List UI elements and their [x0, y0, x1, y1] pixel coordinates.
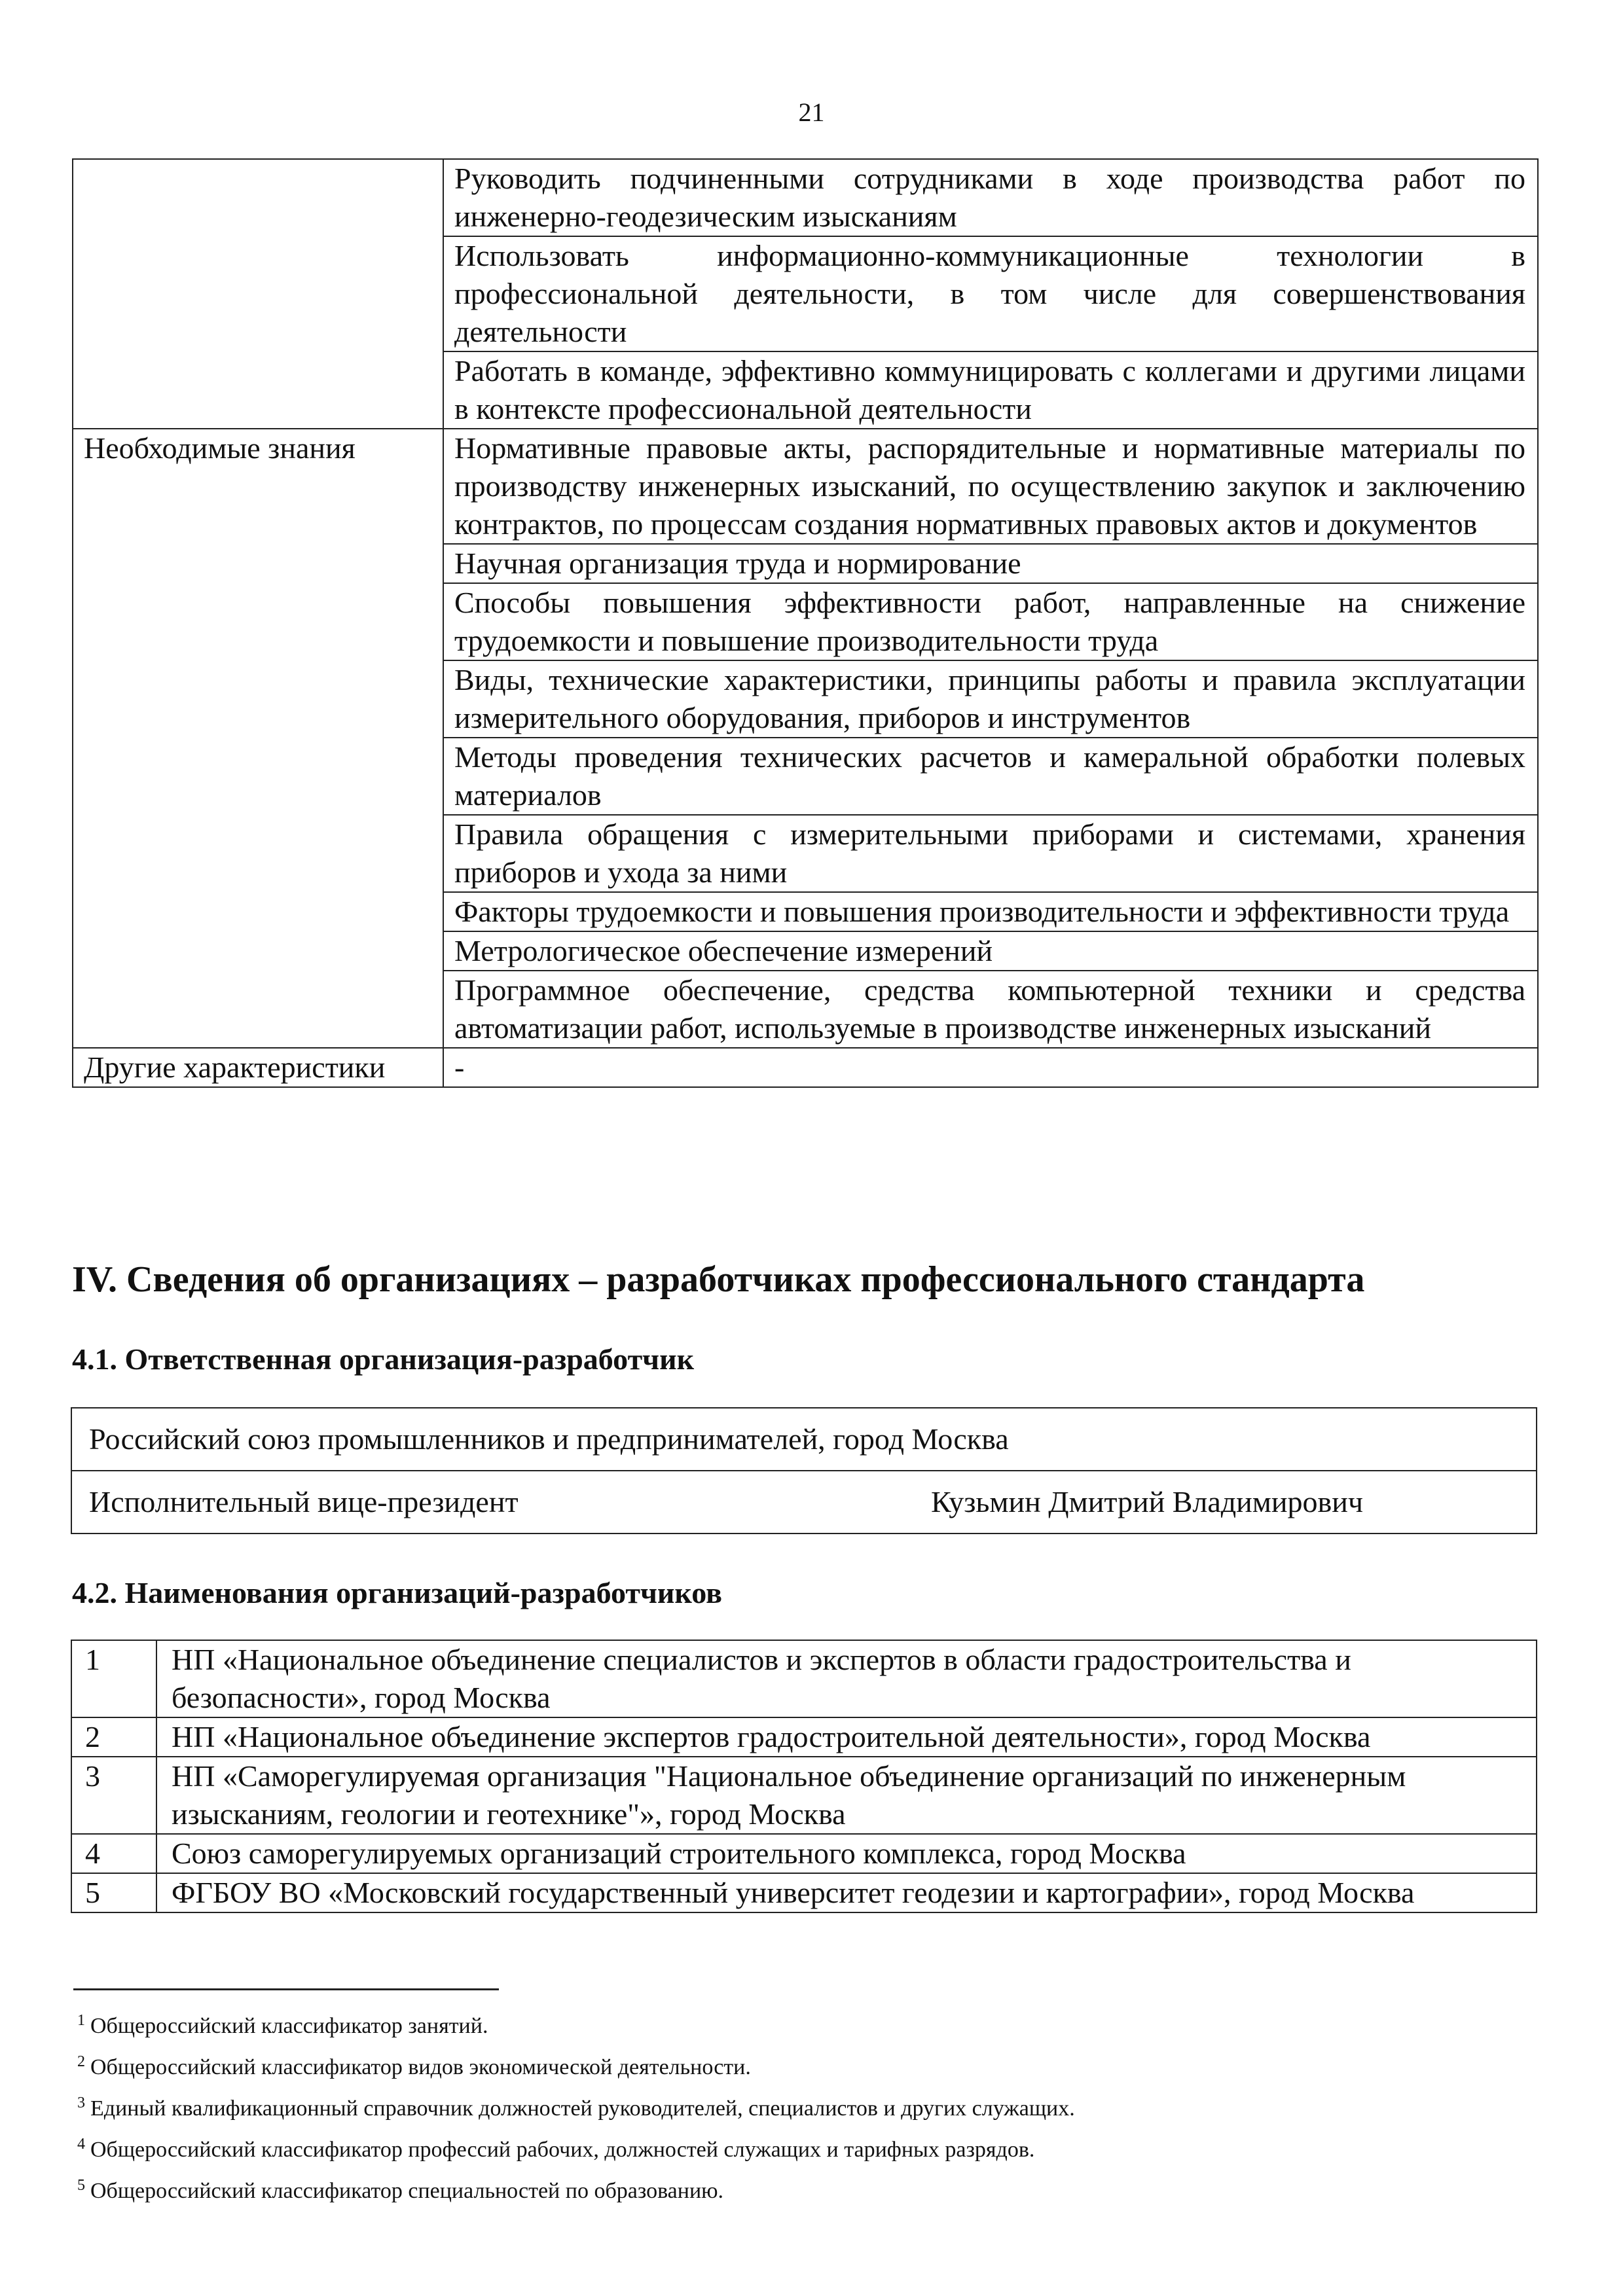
row-value: Виды, технические характеристики, принципы работы и правила эксплуатации измерительного оборудования, приборов и инструментов	[443, 660, 1538, 738]
footnote-separator	[73, 1988, 499, 1990]
org-number: 4	[71, 1834, 156, 1873]
row-value: Метрологическое обеспечение измерений	[443, 931, 1538, 971]
signatory-cell	[71, 1471, 1537, 1534]
footnote	[77, 2126, 1518, 2168]
row-value: Методы проведения технических расчетов и камеральной обработки полевых материалов	[443, 738, 1538, 815]
table-row	[73, 544, 1538, 583]
row-label	[73, 236, 443, 351]
org-number: 5	[71, 1873, 156, 1912]
table-row	[71, 1717, 1537, 1757]
table-row	[73, 660, 1538, 738]
row-label	[73, 351, 443, 429]
table-row	[73, 159, 1538, 236]
row-value: Способы повышения эффективности работ, направленные на снижение трудоемкости и повышение производительности труда	[443, 583, 1538, 660]
footnotes	[77, 2003, 1518, 2209]
org-name: Союз саморегулируемых организаций строительного комплекса, город Москва	[156, 1834, 1537, 1873]
footnote-text: Общероссийский классификатор профессий рабочих, должностей служащих и тарифных разрядов.	[90, 2138, 1035, 2162]
org-name: ФГБОУ ВО «Московский государственный университет геодезии и картографии», город Москва	[156, 1873, 1537, 1912]
table-row	[73, 815, 1538, 892]
row-value: -	[443, 1048, 1538, 1087]
table-row	[73, 1048, 1538, 1087]
footnote-text: Общероссийский классификатор специальностей по образованию.	[90, 2179, 724, 2203]
row-value: Руководить подчиненными сотрудниками в ходе производства работ по инженерно-геодезическим изысканиям	[443, 159, 1538, 236]
org-number: 2	[71, 1717, 156, 1757]
row-label	[73, 931, 443, 971]
table-row	[71, 1408, 1537, 1471]
footnote-mark: 2	[77, 2053, 85, 2070]
footnote-mark: 5	[77, 2177, 85, 2194]
row-label	[73, 544, 443, 583]
row-value: Нормативные правовые акты, распорядительные и нормативные материалы по производству инженерных изысканий, по осуществлению закупок и заключению контрактов, по процессам создания нормативных правовых актов и документов	[443, 429, 1538, 544]
signatory-row	[89, 1483, 1520, 1521]
footnote	[77, 2168, 1518, 2209]
row-value: Правила обращения с измерительными приборами и системами, хранения приборов и ухода за ними	[443, 815, 1538, 892]
table-row	[73, 429, 1538, 544]
row-label	[73, 159, 443, 236]
footnote	[77, 2044, 1518, 2085]
row-label	[73, 971, 443, 1048]
developer-orgs-table	[71, 1640, 1537, 1913]
skills-table	[72, 158, 1539, 1088]
table-row	[73, 236, 1538, 351]
footnote-text: Общероссийский классификатор занятий.	[90, 2014, 488, 2038]
org-number: 1	[71, 1640, 156, 1717]
subsection-title-developers: 4.2. Наименования организаций-разработчиков	[72, 1576, 722, 1609]
subsection-title-responsible: 4.1. Ответственная организация-разработчик	[72, 1342, 695, 1376]
responsible-org-table	[71, 1407, 1537, 1534]
org-number: 3	[71, 1757, 156, 1834]
row-label	[73, 738, 443, 815]
table-row	[73, 892, 1538, 931]
row-label: Другие характеристики	[73, 1048, 443, 1087]
org-name: НП «Национальное объединение экспертов градостроительной деятельности», город Москва	[156, 1717, 1537, 1757]
row-value: Научная организация труда и нормирование	[443, 544, 1538, 583]
row-value: Работать в команде, эффективно коммуницировать с коллегами и другими лицами в контексте профессиональной деятельности	[443, 351, 1538, 429]
footnote-mark: 3	[77, 2094, 85, 2111]
footnote	[77, 2085, 1518, 2126]
table-row	[71, 1873, 1537, 1912]
table-row	[71, 1471, 1537, 1534]
table-row	[73, 738, 1538, 815]
table-row	[73, 583, 1538, 660]
row-label	[73, 660, 443, 738]
table-row	[73, 351, 1538, 429]
row-label	[73, 892, 443, 931]
footnote-mark: 1	[77, 2012, 85, 2029]
footnote	[77, 2003, 1518, 2044]
table-row	[73, 971, 1538, 1048]
page-number: 21	[798, 98, 825, 127]
footnote-text: Общероссийский классификатор видов экономической деятельности.	[90, 2055, 751, 2079]
signatory-position: Исполнительный вице-президент	[89, 1485, 519, 1518]
table-row	[73, 931, 1538, 971]
row-label: Необходимые знания	[73, 429, 443, 544]
row-label	[73, 815, 443, 892]
footnote-text: Единый квалификационный справочник должностей руководителей, специалистов и других служащих.	[90, 2096, 1075, 2121]
section-title: IV. Сведения об организациях – разработчиках профессионального стандарта	[72, 1259, 1365, 1300]
row-label	[73, 583, 443, 660]
footnote-mark: 4	[77, 2136, 85, 2153]
org-name: НП «Саморегулируемая организация "Национальное объединение организаций по инженерным изысканиям, геологии и геотехнике"», город Москва	[156, 1757, 1537, 1834]
org-name: Российский союз промышленников и предпринимателей, город Москва	[71, 1408, 1537, 1471]
table-row	[71, 1834, 1537, 1873]
row-value: Факторы трудоемкости и повышения производительности и эффективности труда	[443, 892, 1538, 931]
row-value: Использовать информационно-коммуникационные технологии в профессиональной деятельности, в том числе для совершенствования деятельности	[443, 236, 1538, 351]
org-name: НП «Национальное объединение специалистов и экспертов в области градостроительства и безопасности», город Москва	[156, 1640, 1537, 1717]
table-row	[71, 1640, 1537, 1717]
signatory-name: Кузьмин Дмитрий Владимирович	[931, 1485, 1363, 1518]
row-value: Программное обеспечение, средства компьютерной техники и средства автоматизации работ, используемые в производстве инженерных изысканий	[443, 971, 1538, 1048]
table-row	[71, 1757, 1537, 1834]
